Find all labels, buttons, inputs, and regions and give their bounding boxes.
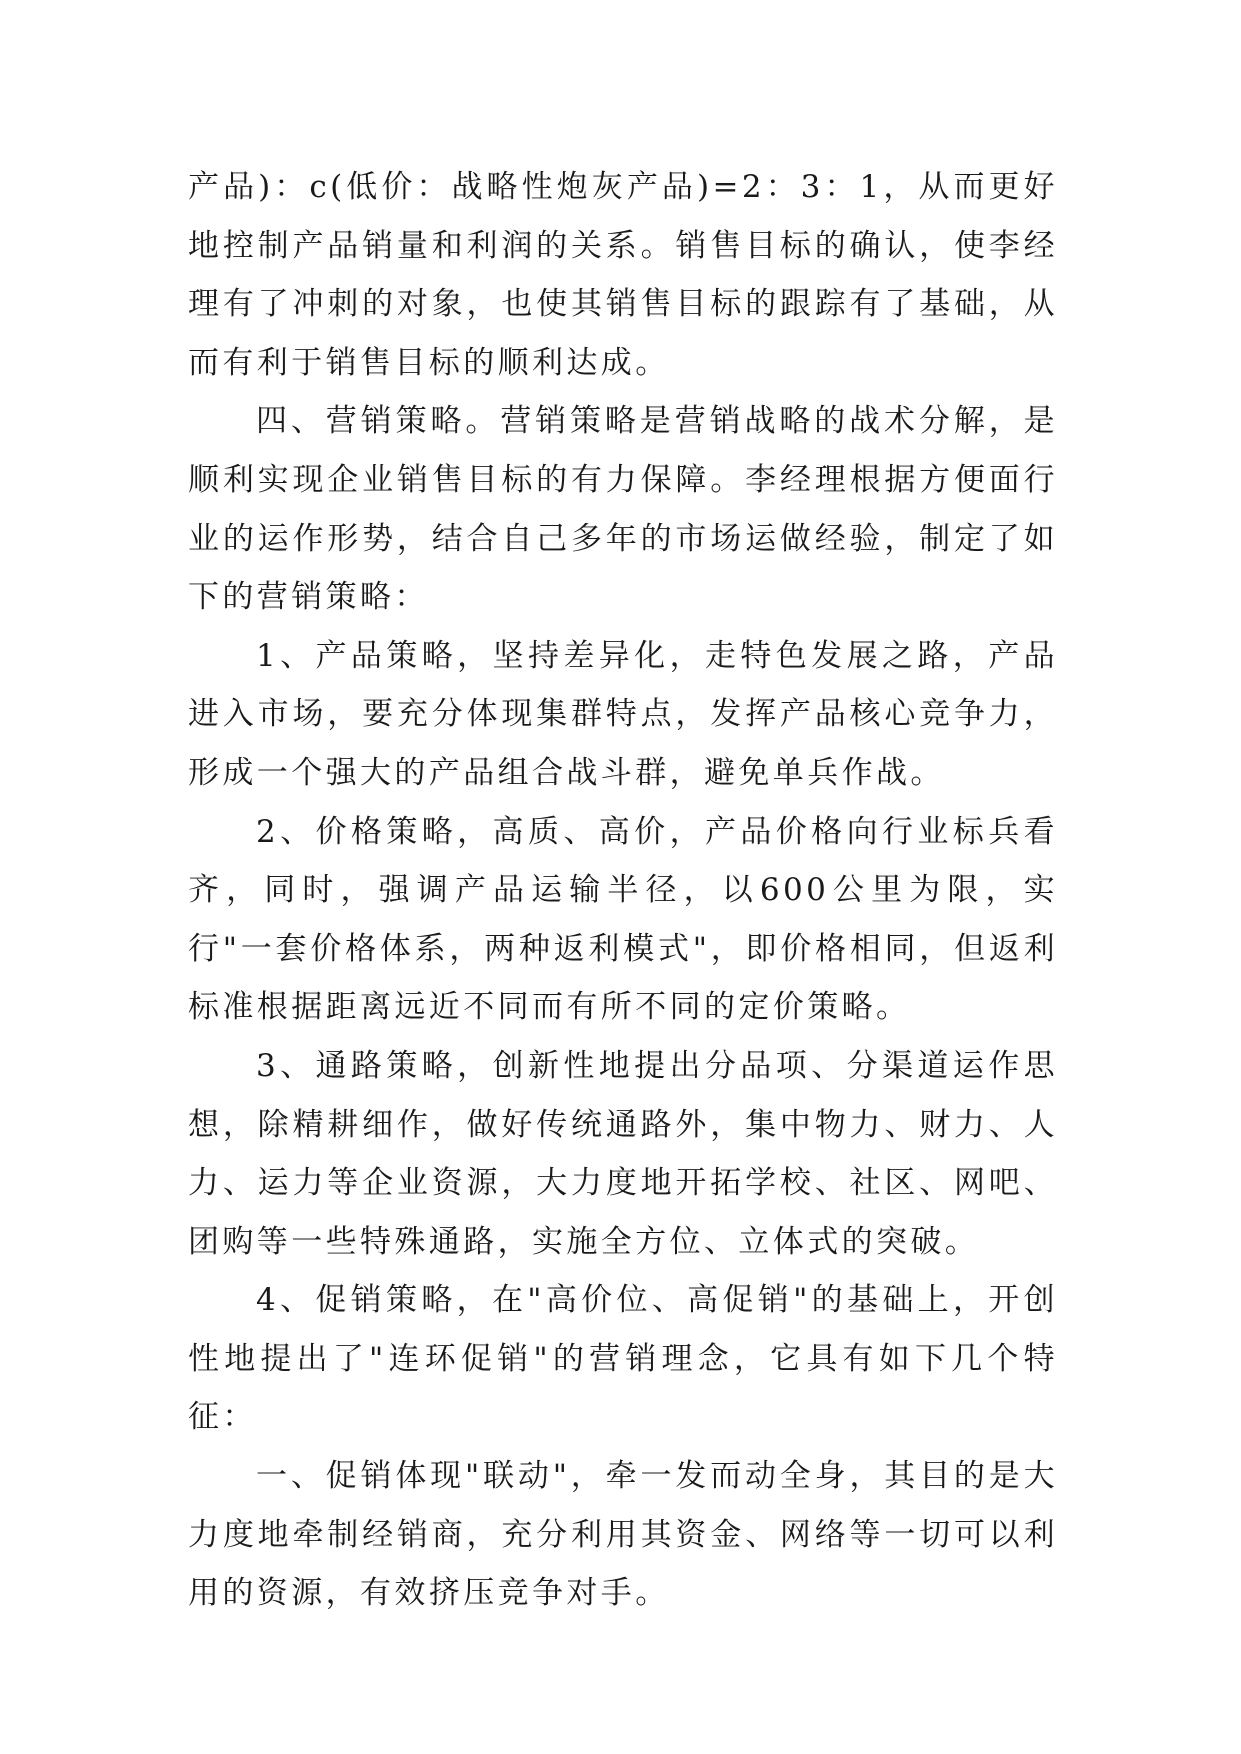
paragraph-marketing-strategy: 四、营销策略。营销策略是营销战略的战术分解，是顺利实现企业销售目标的有力保障。李经理根据方便面行业的运作形势，结合自己多年的市场运做经验，制定了如下的营销策略： [188,403,1058,616]
document-body [188,158,1058,1623]
paragraph-price-strategy: 2、价格策略，高质、高价，产品价格向行业标兵看齐，同时，强调产品运输半径，以600公里为限，实行"一套价格体系，两种返利模式"，即价格相同，但返利标准根据距离远近不同而有所不同的定价策略。 [188,813,1058,1026]
paragraph-channel-strategy: 3、通路策略，创新性地提出分品项、分渠道运作思想，除精耕细作，做好传统通路外，集中物力、财力、人力、运力等企业资源，大力度地开拓学校、社区、网吧、团购等一些特殊通路，实施全方位、立体式的突破。 [188,1047,1058,1260]
paragraph-product-strategy: 1、产品策略，坚持差异化，走特色发展之路，产品进入市场，要充分体现集群特点，发挥产品核心竞争力，形成一个强大的产品组合战斗群，避免单兵作战。 [188,637,1058,791]
paragraph-promotion-strategy: 4、促销策略，在"高价位、高促销"的基础上，开创性地提出了"连环促销"的营销理念，它具有如下几个特征： [188,1282,1058,1436]
paragraph-promotion-feature-one: 一、促销体现"联动"，牵一发而动全身，其目的是大力度地牵制经销商，充分利用其资金、网络等一切可以利用的资源，有效挤压竞争对手。 [188,1458,1058,1612]
paragraph-continuation: 产品)：c(低价：战略性炮灰产品)=2：3：1，从而更好地控制产品销量和利润的关系。销售目标的确认，使李经理有了冲刺的对象，也使其销售目标的跟踪有了基础，从而有利于销售目标的顺利达成。 [188,169,1058,381]
